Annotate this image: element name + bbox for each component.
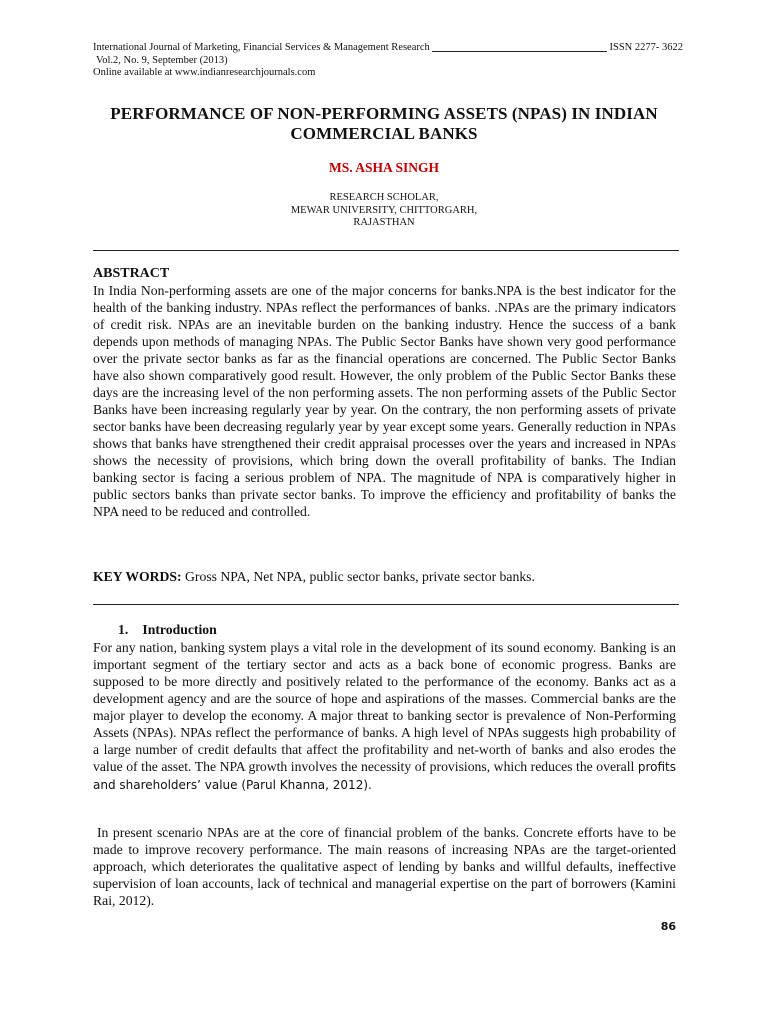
journal-name: International Journal of Marketing, Financial Services & Management Research <box>93 42 430 53</box>
divider-top <box>93 250 679 251</box>
abstract-text: In India Non-performing assets are one of the major concerns for banks.NPA is the best indicator for the health of the banking industry. NPAs reflect the performances of banks. .NPAs are the primary indicators of credit risk. NPAs are an inevitable burden on the banking industry. Hence the success of a bank depends upon methods of managing NPAs. The Public Sector Banks have shown very good performance over the private sector banks as far as the financial operations are concerned. The Public Sector Banks have also shown comparatively good result. However, the only problem of the Public Sector Banks these days are the increasing level of the non performing assets. The non performing assets of the Public Sector Banks have been increasing regularly year by year. On the contrary, the non performing assets of private sector banks have been decreasing regularly year by year except some years. Generally reduction in NPAs shows that banks have strengthened their credit appraisal processes over the years and increased in NPAs shows the necessity of provisions, which bring down the overall profitability of banks. The Indian banking sector is facing a serious problem of NPA. The magnitude of NPA is comparatively higher in public sectors banks than private sector banks. To improve the efficiency and profitability of banks the NPA need to be reduced and controlled. <box>93 283 676 519</box>
introduction-paragraph-1 <box>93 639 676 794</box>
intro-para1-text: For any nation, banking system plays a vital role in the development of its sound economy. Banking is an important segment of the tertiary sector and acts as a back bone of economic progress. Banks are supposed to be more directly and positively related to the performance of the economy. Banks act as a development agency and are the source of hope and aspirations of the masses. Commercial banks are the major player to develop the economy. A major threat to banking sector is prevalence of Non-Performing Assets (NPAs). NPAs reflect the performance of banks. A high level of NPAs suggests high probability of a large number of credit defaults that affect the profitability and net-worth of banks and also erodes the value of the asset. The NPA growth involves the necessity of provisions, which reduces the overall <box>93 640 676 774</box>
paper-title: PERFORMANCE OF NON-PERFORMING ASSETS (NPAS) IN INDIAN COMMERCIAL BANKS <box>110 104 658 143</box>
volume-info: Vol.2, No. 9, September (2013) <box>96 54 228 66</box>
keywords-text: Gross NPA, Net NPA, public sector banks, private sector banks. <box>185 569 535 584</box>
section-title: Introduction <box>142 622 217 637</box>
page-number: 86 <box>660 920 676 933</box>
online-info: Online available at www.indianresearchjournals.com <box>93 67 316 78</box>
divider-bottom <box>93 604 679 605</box>
keywords <box>93 569 535 585</box>
introduction-paragraph-2: In present scenario NPAs are at the core of financial problem of the banks. Concrete efforts have to be made to improve recovery performance. The main reasons of increasing NPAs are the target-oriented approach, which deteriorates the qualitative aspect of lending by banks and willful defaults, ineffective supervision of loan accounts, lack of technical and managerial expertise on the part of borrowers (Kamini Rai, 2012). <box>93 825 676 908</box>
author-affiliation <box>60 192 708 230</box>
abstract-heading: ABSTRACT <box>93 266 170 281</box>
introduction-heading <box>118 622 217 638</box>
journal-header-line <box>93 42 683 55</box>
author-name: MS. ASHA SINGH <box>329 160 439 175</box>
journal-header <box>93 42 683 80</box>
affiliation-line-2: MEWAR UNIVERSITY, CHITTORGARH, <box>290 204 478 216</box>
affiliation-line-1: RESEARCH SCHOLAR, <box>329 192 439 203</box>
intro-para1-end: profits and shareholders’ value (Parul Khanna, 2012). <box>93 760 677 792</box>
header-underline <box>432 42 608 52</box>
issn: ISSN 2277- 3622 <box>609 42 683 53</box>
keywords-label: KEY WORDS: <box>93 569 182 584</box>
section-number: 1. <box>118 622 129 637</box>
affiliation-line-3: RAJASTHAN <box>353 217 415 228</box>
